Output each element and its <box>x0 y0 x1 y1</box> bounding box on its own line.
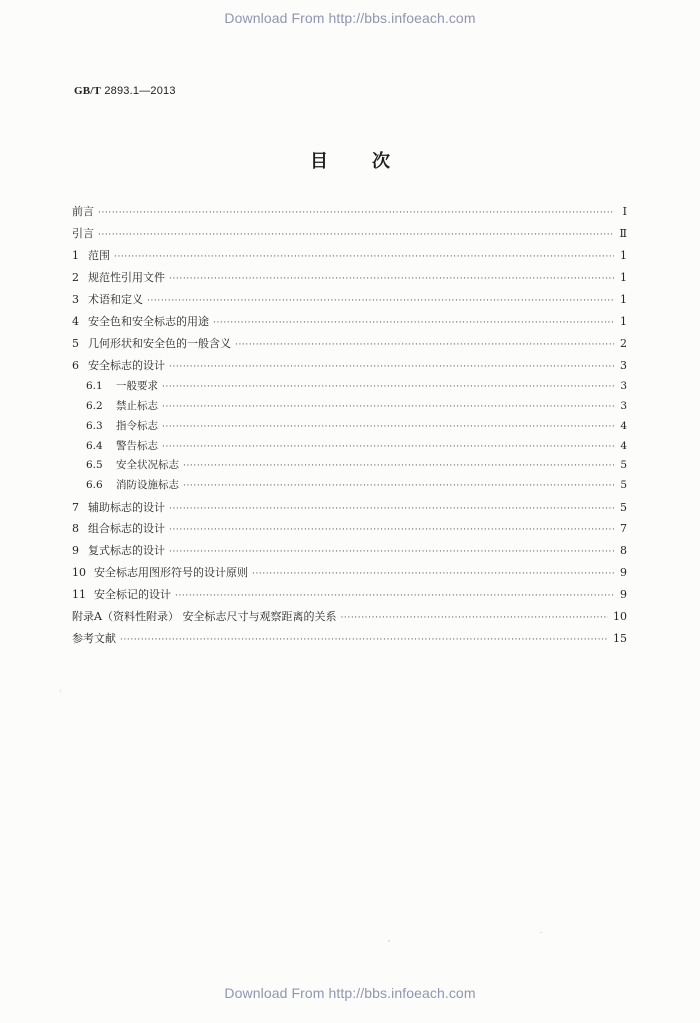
toc-entry <box>72 291 627 307</box>
toc-entry-page: 1 <box>620 315 627 328</box>
toc-entry-number: 2 <box>72 271 79 284</box>
toc-leader-dots <box>98 208 614 218</box>
toc-entry-title: 范围 <box>88 249 110 262</box>
toc-entry-page: 3 <box>620 359 627 372</box>
toc-entry-page: 4 <box>620 440 627 452</box>
toc-entry-number: 6.5 <box>86 459 103 471</box>
toc-entry <box>72 269 627 285</box>
toc-entry-number: 6.4 <box>86 440 103 452</box>
toc-title <box>0 147 700 173</box>
toc-entry-title: 安全色和安全标志的用途 <box>88 315 209 328</box>
document-code-prefix: GB/T <box>74 85 102 97</box>
toc-leader-dots <box>147 296 614 306</box>
document-code <box>74 85 176 97</box>
toc-entry-title: 复式标志的设计 <box>88 544 165 557</box>
toc-entry-title: 组合标志的设计 <box>88 522 165 535</box>
toc-entry-number: 10 <box>72 566 86 579</box>
toc-entry-page: 9 <box>620 566 627 579</box>
toc-entry <box>72 630 627 646</box>
toc-entry-label <box>72 203 94 219</box>
toc-entry <box>72 225 627 241</box>
toc-entry-label <box>72 357 165 373</box>
toc-entry <box>72 564 627 580</box>
toc-entry <box>72 247 627 263</box>
toc-entry-number: 4 <box>72 315 79 328</box>
toc-leader-dots <box>162 382 614 392</box>
toc-entry-page: 10 <box>613 610 627 623</box>
toc-leader-dots <box>98 230 614 240</box>
toc-entry-label <box>72 608 336 624</box>
toc-entry-title: 附录A（资料性附录） 安全标志尺寸与观察距离的关系 <box>72 610 337 623</box>
toc-entry-title: 前言 <box>72 205 94 218</box>
toc-entry-title: 一般要求 <box>116 380 158 392</box>
toc-leader-dots <box>252 569 614 579</box>
toc-entry-page: 2 <box>620 337 627 350</box>
toc-entry-label <box>86 398 158 413</box>
toc-entry-number: 6.1 <box>86 380 103 392</box>
toc-leader-dots <box>169 547 614 557</box>
toc-entry-number: 6.6 <box>86 479 103 491</box>
toc-entry-page: 3 <box>620 380 627 392</box>
toc-leader-dots <box>162 422 614 432</box>
toc-entry-number: 6.3 <box>86 420 103 432</box>
toc-entry-label <box>72 564 248 580</box>
toc-title-left: 目 <box>310 151 328 172</box>
toc-entry <box>72 499 627 515</box>
toc-entry-page: 3 <box>620 400 627 412</box>
toc-leader-dots <box>169 525 614 535</box>
toc-entry <box>72 608 627 624</box>
toc-entry-label <box>72 499 165 515</box>
toc-leader-dots <box>162 442 614 452</box>
toc-entry-page: 9 <box>620 588 627 601</box>
toc-leader-dots <box>162 402 614 412</box>
toc-entry-label <box>86 477 179 492</box>
toc-entry-label <box>86 457 179 472</box>
toc-entry-title: 安全标记的设计 <box>94 588 171 601</box>
toc-entry-label <box>72 269 165 285</box>
watermark-top: Download From http://bbs.infoeach.com <box>224 10 476 26</box>
toc-title-right: 次 <box>372 151 390 172</box>
toc-entry-title: 警告标志 <box>116 440 158 452</box>
toc-entry-label <box>72 313 209 329</box>
toc-entry-label <box>86 438 158 453</box>
toc-entry <box>86 378 627 394</box>
toc-entry-page: 1 <box>620 249 627 262</box>
toc-entry-number: 1 <box>72 249 79 262</box>
toc-entry-label <box>72 247 110 263</box>
toc-entry-number: 6 <box>72 359 79 372</box>
toc-entry-label <box>72 291 143 307</box>
toc-entry <box>72 357 627 373</box>
toc-entry-title: 消防设施标志 <box>116 479 179 491</box>
toc-entry-page: 8 <box>620 544 627 557</box>
toc-entry <box>86 398 627 414</box>
toc-leader-dots <box>120 635 608 645</box>
toc-leader-dots <box>213 318 614 328</box>
toc-entry-title: 辅助标志的设计 <box>88 501 165 514</box>
toc-entry-page: 5 <box>620 479 627 491</box>
toc-entry-title: 安全标志的设计 <box>88 359 165 372</box>
toc-entry-title: 规范性引用文件 <box>88 271 165 284</box>
toc-entry <box>86 477 627 493</box>
toc-entry-page: 1 <box>620 293 627 306</box>
toc-leader-dots <box>235 340 614 350</box>
toc-entry-title: 禁止标志 <box>116 400 158 412</box>
toc-leader-dots <box>340 613 608 623</box>
toc-entry-page: 5 <box>620 459 627 471</box>
toc-entry-label <box>86 418 158 433</box>
toc-entry-label <box>72 630 116 646</box>
toc-entry-title: 参考文献 <box>72 632 116 645</box>
toc-entry-title: 安全状况标志 <box>116 459 179 471</box>
toc-leader-dots <box>169 504 614 514</box>
toc-leader-dots <box>169 362 614 372</box>
toc-entry <box>72 586 627 602</box>
toc-entry <box>86 438 627 454</box>
toc-entry <box>72 335 627 351</box>
toc-entry <box>72 520 627 536</box>
toc-entry-title: 几何形状和安全色的一般含义 <box>88 337 231 350</box>
toc-entry-title: 术语和定义 <box>88 293 143 306</box>
toc-leader-dots <box>169 274 614 284</box>
toc-entry-label <box>72 586 171 602</box>
toc-leader-dots <box>183 481 614 491</box>
toc-entry-page: Ⅰ <box>622 205 627 218</box>
toc-entry-title: 安全标志用图形符号的设计原则 <box>94 566 248 579</box>
toc-entry-number: 3 <box>72 293 79 306</box>
toc-leader-dots <box>175 591 614 601</box>
toc-entry-number: 6.2 <box>86 400 103 412</box>
toc-entry <box>86 457 627 473</box>
toc-entry-number: 8 <box>72 522 79 535</box>
toc-entry-number: 9 <box>72 544 79 557</box>
toc-entry-page: 7 <box>620 522 627 535</box>
toc-entry-page: 15 <box>613 632 627 645</box>
toc-entry-label <box>72 520 165 536</box>
toc-entry-number: 11 <box>72 588 86 601</box>
toc-entry-page: Ⅱ <box>619 227 627 240</box>
toc-leader-dots <box>114 252 614 262</box>
toc-entry-label <box>72 335 231 351</box>
toc-entry-page: 5 <box>620 501 627 514</box>
toc-entry <box>86 418 627 434</box>
toc-entry <box>72 542 627 558</box>
toc-entry <box>72 203 627 219</box>
toc-leader-dots <box>183 461 614 471</box>
toc-entry-number: 7 <box>72 501 79 514</box>
toc-entry-title: 引言 <box>72 227 94 240</box>
toc-entry-page: 4 <box>620 420 627 432</box>
toc-entry-page: 1 <box>620 271 627 284</box>
toc-entry-label <box>86 378 158 393</box>
watermark-bottom: Download From http://bbs.infoeach.com <box>224 985 476 1001</box>
toc-entry <box>72 313 627 329</box>
toc-entry-number: 5 <box>72 337 79 350</box>
toc-entry-label <box>72 225 94 241</box>
document-code-number: 2893.1—2013 <box>104 85 176 97</box>
toc-entry-label <box>72 542 165 558</box>
toc-entry-title: 指令标志 <box>116 420 158 432</box>
